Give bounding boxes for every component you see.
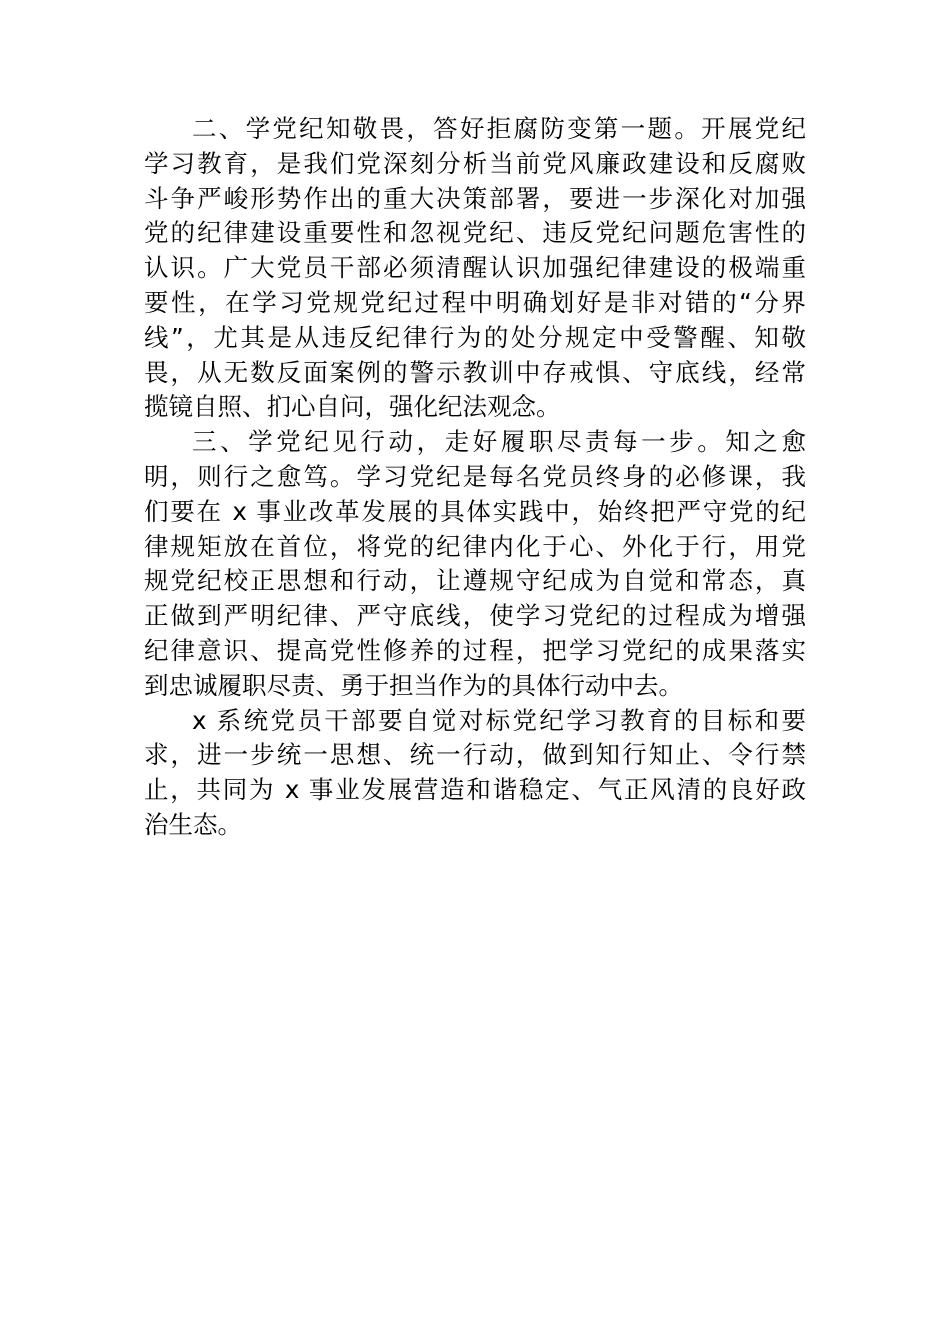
text-line: 二、学党纪知敬畏，答好拒腐防变第一题。开展党纪: [192, 114, 806, 143]
text-line: x 系统党员干部要自觉对标党纪学习教育的目标和要: [192, 705, 806, 735]
text-line: 党的纪律建设重要性和忽视党纪、违反党纪问题危害性的: [144, 218, 806, 248]
text-line: 认识。广大党员干部必须清醒认识加强纪律建设的极端重: [144, 253, 806, 283]
text-line: 们要在 x 事业改革发展的具体实践中，始终把严守党的纪: [144, 496, 806, 526]
text-line: 纪律意识、提高党性修养的过程，把学习党纪的成果落实: [144, 635, 806, 665]
text-line: 明，则行之愈笃。学习党纪是每名党员终身的必修课，我: [144, 461, 806, 491]
text-line: 斗争严峻形势作出的重大决策部署，要进一步深化对加强: [144, 183, 806, 213]
text-line: 止，共同为 x 事业发展营造和谐稳定、气正风清的良好政: [144, 775, 806, 805]
text-line: 学习教育，是我们党深刻分析当前党风廉政建设和反腐败: [144, 148, 806, 178]
text-line: 到忠诚履职尽责、勇于担当作为的具体行动中去。: [144, 670, 683, 700]
text-line: 治生态。: [144, 809, 242, 839]
text-line: 线”，尤其是从违反纪律行为的处分规定中受警醒、知敬: [144, 322, 806, 352]
text-line: 揽镜自照、扪心自问，强化纪法观念。: [144, 392, 561, 422]
text-line: 律规矩放在首位，将党的纪律内化于心、外化于行，用党: [144, 531, 806, 561]
text-line: 正做到严明纪律、严守底线，使学习党纪的过程成为增强: [144, 601, 806, 631]
text-line: 三、学党纪见行动，走好履职尽责每一步。知之愈: [192, 427, 806, 457]
text-line: 畏，从无数反面案例的警示教训中存戒惧、守底线，经常: [144, 357, 806, 387]
paragraph-section-three: [144, 425, 806, 703]
paragraph-section-two: [144, 112, 806, 425]
text-line: 规党纪校正思想和行动，让遵规守纪成为自觉和常态，真: [144, 566, 806, 596]
text-line: 求，进一步统一思想、统一行动，做到知行知止、令行禁: [144, 740, 806, 770]
text-line: 要性，在学习党规党纪过程中明确划好是非对错的“分界: [144, 287, 806, 317]
paragraph-conclusion: [144, 704, 806, 843]
document-body: [144, 112, 806, 843]
